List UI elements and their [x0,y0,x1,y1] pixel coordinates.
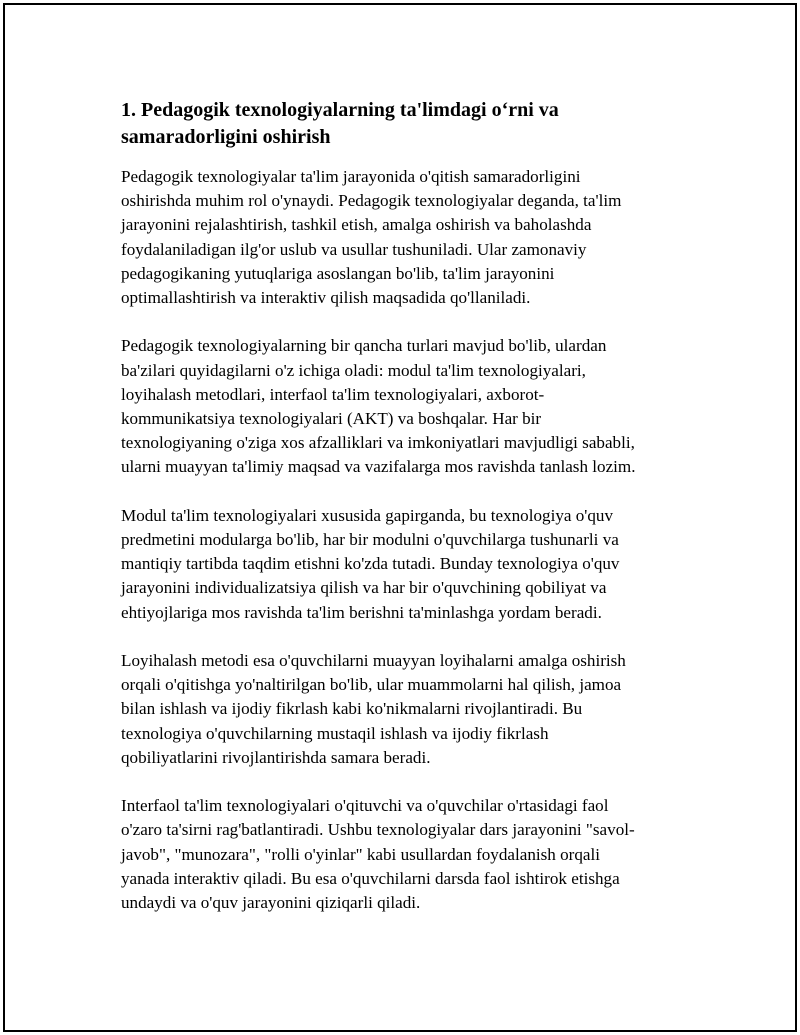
paragraph-3: Modul ta'lim texnologiyalari xususida gapirganda, bu texnologiya o'quv predmetini modularga bo'lib, har bir modulni o'quvchilarga tushunarli va mantiqiy tartibda taqdim etishni ko'zda tutadi. Bunday texnologiya o'quv jarayonini individualizatsiya qilish va har bir o'quvchining qobiliyat va ehtiyojlariga mos ravishda ta'lim berishni ta'minlashga yordam beradi. [121,505,620,622]
paragraph-4: Loyihalash metodi esa o'quvchilarni muayyan loyihalarni amalga oshirish orqali o'qitishga yo'naltirilgan bo'lib, ular muammolarni hal qilish, jamoa bilan ishlash va ijodiy fikrlash kabi ko'nikmalarni rivojlantiradi. Bu texnologiya o'quvchilarning mustaqil ishlash va ijodiy fikrlash qobiliyatlarini rivojlantirishda samara beradi. [121,651,626,767]
document-page [3,3,797,1032]
paragraph-2: Pedagogik texnologiyalarning bir qancha turlari mavjud bo'lib, ulardan ba'zilari quyidagilarni o'z ichiga oladi: modul ta'lim texnologiyalari, loyihalash metodlari, interfaol ta'lim texnologiyalari, axborot- kommunikatsiya texnologiyalari (AKT) va boshqalar. Har bir texnologiyaning o'ziga xos afzalliklari va imkoniyatlari mavjudligi sababli, ularni muayyan ta'limiy maqsad va vazifalarga mos ravishda tanlash lozim. [121,336,636,477]
section-heading: 1. Pedagogik texnologiyalarning ta'limdagi o‘rni va samaradorligini oshirish [121,99,559,148]
paragraph-5: Interfaol ta'lim texnologiyalari o'qituvchi va o'quvchilar o'rtasidagi faol o'zaro ta'sirni rag'batlantiradi. Ushbu texnologiyalar dars jarayonini "savol- javob", "munozara", "rolli o'yinlar" kabi usullardan foydalanish orqali yanada interaktiv qiladi. Bu esa o'quvchilarni darsda faol ishtirok etishga undaydi va o'quv jarayonini qiziqarli qiladi. [121,796,635,913]
paragraph-1: Pedagogik texnologiyalar ta'lim jarayonida o'qitish samaradorligini oshirishda muhim rol o'ynaydi. Pedagogik texnologiyalar deganda, ta'lim jarayonini rejalashtirish, tashkil etish, amalga oshirish va baholashda foydalaniladigan ilg'or uslub va usullar tushuniladi. Ular zamonaviy pedagogikaning yutuqlariga asoslangan bo'lib, ta'lim jarayonini optimallashtirish va interaktiv qilish maqsadida qo'llaniladi. [121,167,622,308]
document-body [121,97,681,939]
